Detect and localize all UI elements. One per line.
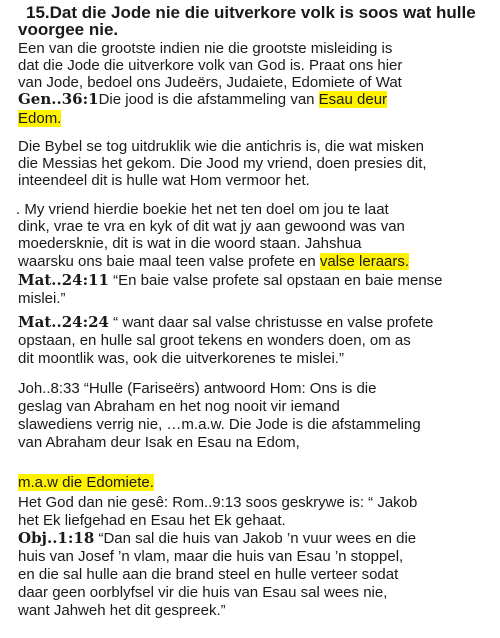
paragraph-2-line-2: die Messias het gekom. Die Jood my vriend, doen presies dit, [18,155,427,172]
highlighted-text: m.a.w die Edomiete. [18,474,154,491]
mat-24-11-line-2: mislei.” [18,290,66,307]
quote-text: “En baie valse profete sal opstaan en baie mense [108,272,443,289]
scripture-reference: Obj..1:18 [18,529,95,547]
paragraph-1-text: Die jood is die afstammeling van [98,91,319,108]
paragraph-1-line-1: Een van die grootste indien nie die grootste misleiding is [18,40,393,57]
joh-line-4: van Abraham deur Isak en Esau na Edom, [18,434,300,451]
obj-line-5: want Jahweh het dit gespreek.” [18,602,226,619]
paragraph-1-line-2: dat die Jode die uitverkore volk van God is. Praat ons hier [18,57,403,74]
joh-line-2: geslag van Abraham en het nog nooit vir iemand [18,398,340,415]
paragraph-1-line-4 [18,91,387,108]
obj-line-4: daar geen oorblyfsel vir die huis van Esau sal wees nie, [18,584,388,601]
paragraph-3-line-2: dink, vrae te vra en kyk of dit wat jy aan gewoond was van [18,218,405,235]
obj-line-1 [18,530,416,547]
paragraph-3-line-4 [18,253,409,270]
highlighted-text: Edom. [18,110,62,127]
mat-24-24-line-1 [18,314,433,331]
obj-line-3: en die sal hulle aan die brand steel en hulle verteer sodat [18,566,399,583]
rom-line-1: Het God dan nie gesê: Rom..9:13 soos geskrywe is: “ Jakob [18,494,418,511]
paragraph-2-line-1: Die Bybel se tog uitdruklik wie die antichris is, die wat misken [18,138,425,155]
paragraph-3-text: waarsku ons baie maal teen valse profete en [18,253,320,270]
scripture-reference: Mat..24:11 [18,271,109,289]
quote-text: “Dan sal die huis van Jakob ’n vuur wees en die [94,530,417,547]
highlighted-text: Esau deur [318,91,388,108]
mat-24-24-line-3: dit moontlik was, ook die uitverkorenes te mislei.” [18,350,344,367]
section-heading-line-1: 15.Dat die Jode nie die uitverkore volk is soos wat hulle [26,3,476,22]
paragraph-1-line-3: van Jode, bedoel ons Judeërs, Judaiete, Edomiete of Wat [18,74,402,91]
joh-line-3: slawediens verrig nie, …m.a.w. Die Jode is die afstammeling [18,416,421,433]
mat-24-24-line-2: opstaan, en hulle sal groot tekens en wonders doen, om as [18,332,411,349]
scripture-reference: Gen..36:1 [18,90,99,108]
highlighted-text: valse leraars. [319,253,410,270]
mat-24-11-line-1 [18,272,443,289]
joh-line-5 [18,474,154,491]
scripture-reference: Mat..24:24 [18,313,109,331]
rom-line-2: het Ek liefgehad en Esau het Ek gehaat. [18,512,286,529]
section-heading-line-2: voorgee nie. [18,20,119,39]
paragraph-1-line-5 [18,110,61,127]
obj-line-2: huis van Josef ’n vlam, maar die huis van Esau ’n stoppel, [18,548,404,565]
paragraph-3-line-1: . My vriend hierdie boekie het net ten doel om jou te laat [16,201,389,218]
paragraph-3-line-3: moedersknie, dit is wat in die woord staan. Jahshua [18,235,362,252]
quote-text: “ want daar sal valse christusse en valse profete [108,314,434,331]
joh-line-1: Joh..8:33 “Hulle (Fariseërs) antwoord Hom: Ons is die [18,380,377,397]
paragraph-2-line-3: inteendeel dit is hulle wat Hom vermoor het. [18,172,310,189]
